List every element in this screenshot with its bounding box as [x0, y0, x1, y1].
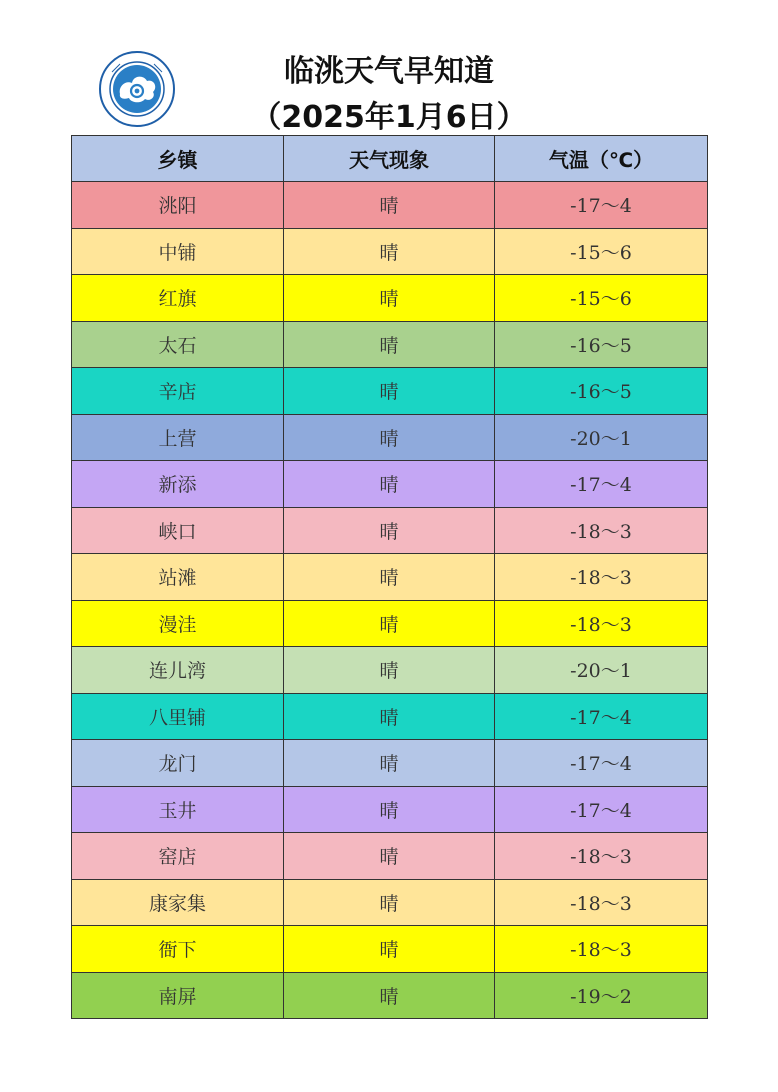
town-cell: 上营	[72, 414, 284, 461]
column-header-weather: 天气现象	[284, 136, 495, 182]
town-cell: 玉井	[72, 786, 284, 833]
town-cell: 康家集	[72, 879, 284, 926]
temperature-cell: -16～5	[495, 368, 708, 415]
table-row	[72, 926, 708, 973]
temperature-cell: -20～1	[495, 647, 708, 694]
temperature-cell: -18～3	[495, 507, 708, 554]
temperature-cell: -19～2	[495, 972, 708, 1019]
column-header-temperature: 气温（℃）	[495, 136, 708, 182]
town-cell: 八里铺	[72, 693, 284, 740]
town-cell: 衙下	[72, 926, 284, 973]
temperature-cell: -18～3	[495, 879, 708, 926]
table-row	[72, 740, 708, 787]
table-header-row	[72, 136, 708, 182]
temperature-cell: -16～5	[495, 321, 708, 368]
table-row	[72, 693, 708, 740]
weather-cell: 晴	[284, 554, 495, 601]
table-row	[72, 647, 708, 694]
weather-cell: 晴	[284, 926, 495, 973]
table-row	[72, 414, 708, 461]
column-header-town: 乡镇	[72, 136, 284, 182]
table-row	[72, 600, 708, 647]
weather-cell: 晴	[284, 321, 495, 368]
weather-cell: 晴	[284, 182, 495, 229]
table-row	[72, 554, 708, 601]
temperature-cell: -18～3	[495, 600, 708, 647]
table-row	[72, 182, 708, 229]
town-cell: 中铺	[72, 228, 284, 275]
temperature-cell: -17～4	[495, 740, 708, 787]
town-cell: 峡口	[72, 507, 284, 554]
temperature-cell: -20～1	[495, 414, 708, 461]
weather-cell: 晴	[284, 414, 495, 461]
weather-cell: 晴	[284, 740, 495, 787]
page-title: 临洮天气早知道	[284, 54, 494, 89]
town-cell: 龙门	[72, 740, 284, 787]
weather-cell: 晴	[284, 786, 495, 833]
temperature-cell: -17～4	[495, 461, 708, 508]
town-cell: 太石	[72, 321, 284, 368]
weather-cell: 晴	[284, 833, 495, 880]
town-cell: 新添	[72, 461, 284, 508]
town-cell: 红旗	[72, 275, 284, 322]
temperature-cell: -18～3	[495, 833, 708, 880]
town-cell: 辛店	[72, 368, 284, 415]
weather-cell: 晴	[284, 228, 495, 275]
temperature-cell: -15～6	[495, 228, 708, 275]
table-row	[72, 275, 708, 322]
table-row	[72, 228, 708, 275]
temperature-cell: -17～4	[495, 786, 708, 833]
weather-cell: 晴	[284, 461, 495, 508]
weather-cell: 晴	[284, 275, 495, 322]
table-row	[72, 833, 708, 880]
table-row	[72, 786, 708, 833]
temperature-cell: -18～3	[495, 926, 708, 973]
weather-cell: 晴	[284, 972, 495, 1019]
table-row	[72, 879, 708, 926]
table-row	[72, 461, 708, 508]
report-date: （2025年1月6日）	[251, 100, 527, 135]
town-cell: 漫洼	[72, 600, 284, 647]
weather-cell: 晴	[284, 647, 495, 694]
weather-cell: 晴	[284, 879, 495, 926]
temperature-cell: -18～3	[495, 554, 708, 601]
town-cell: 连儿湾	[72, 647, 284, 694]
weather-cell: 晴	[284, 368, 495, 415]
table-row	[72, 321, 708, 368]
temperature-cell: -15～6	[495, 275, 708, 322]
town-cell: 南屏	[72, 972, 284, 1019]
table-row	[72, 507, 708, 554]
weather-table	[71, 135, 708, 1019]
town-cell: 洮阳	[72, 182, 284, 229]
town-cell: 窑店	[72, 833, 284, 880]
weather-cell: 晴	[284, 600, 495, 647]
weather-cell: 晴	[284, 507, 495, 554]
weather-cell: 晴	[284, 693, 495, 740]
temperature-cell: -17～4	[495, 693, 708, 740]
table-row	[72, 972, 708, 1019]
town-cell: 站滩	[72, 554, 284, 601]
temperature-cell: -17～4	[495, 182, 708, 229]
table-row	[72, 368, 708, 415]
